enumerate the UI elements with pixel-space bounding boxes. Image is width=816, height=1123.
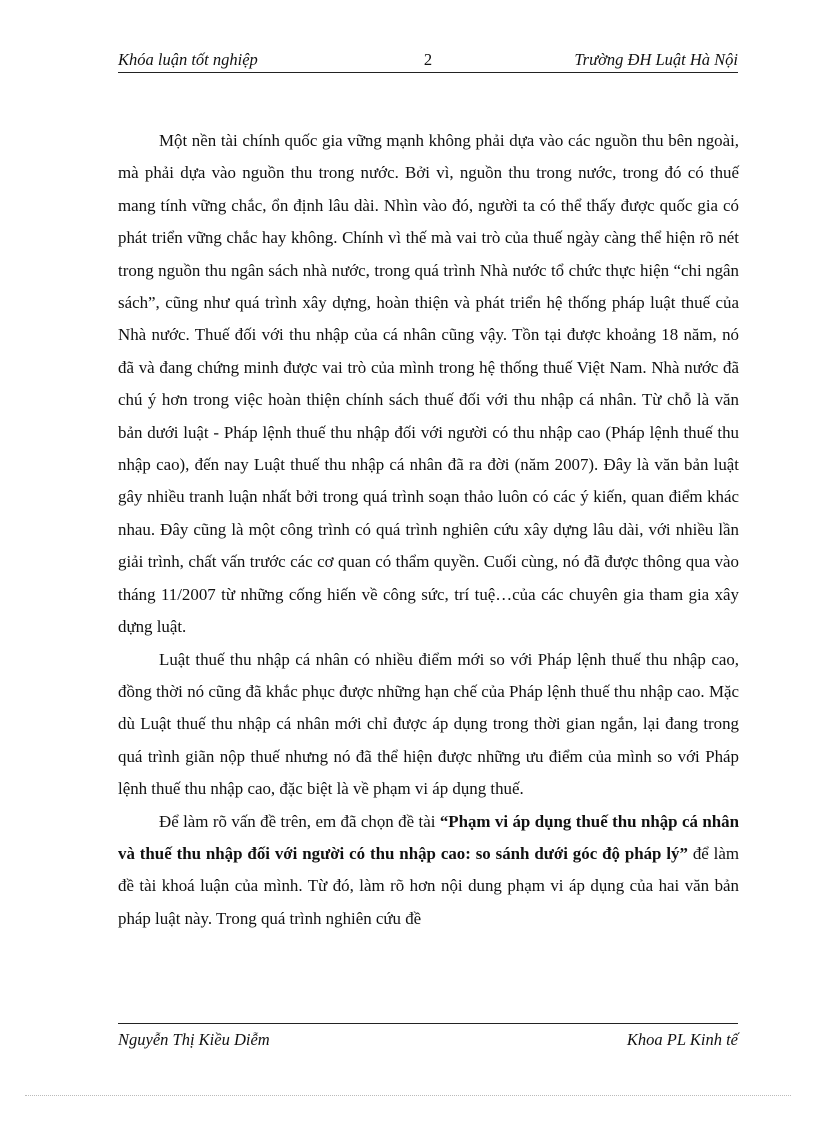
header-document-type: Khóa luận tốt nghiệp — [118, 50, 258, 69]
header-institution: Trường ĐH Luật Hà Nội — [574, 50, 738, 69]
page-footer — [118, 1023, 738, 1052]
page-number: 2 — [423, 50, 433, 69]
paragraph-1: Một nền tài chính quốc gia vững mạnh không phải dựa vào các nguồn thu bên ngoài, mà phải dựa vào nguồn thu trong nước. Bởi vì, nguồn thu trong nước, trong đó có thuế mang tính vững chắc, ổn định lâu dài. Nhìn vào đó, người ta có thể thấy được quốc gia có phát triển vững chắc hay không. Chính vì thế mà vai trò của thuế ngày càng thể hiện rõ nét trong nguồn thu ngân sách nhà nước, trong quá trình Nhà nước tổ chức thực hiện “chi ngân sách”, cũng như quá trình xây dựng, hoàn thiện và phát triển hệ thống pháp luật thuế của Nhà nước. Thuế đối với thu nhập của cá nhân cũng vậy. Tồn tại được khoảng 18 năm, nó đã và đang chứng minh được vai trò của mình trong hệ thống thuế Việt Nam. Nhà nước đã chú ý hơn trong việc hoàn thiện chính sách thuế đối với thu nhập cá nhân. Từ chỗ là văn bản dưới luật - Pháp lệnh thuế thu nhập đối với người có thu nhập cao (Pháp lệnh thuế thu nhập cao), đến nay Luật thuế thu nhập cá nhân đã ra đời (năm 2007). Đây là văn bản luật gây nhiều tranh luận nhất bởi trong quá trình soạn thảo luôn có các ý kiến, quan điểm khác nhau. Đây cũng là một công trình có quá trình nghiên cứu xây dựng lâu dài, với nhiều lần giải trình, chất vấn trước các cơ quan có thẩm quyền. Cuối cùng, nó đã được thông qua vào tháng 11/2007 từ những cống hiến về công sức, trí tuệ…của các chuyên gia tham gia xây dựng luật. — [118, 131, 739, 637]
paragraph-3 — [118, 806, 739, 936]
page-header — [118, 48, 738, 73]
footer-author: Nguyễn Thị Kiều Diễm — [118, 1030, 270, 1049]
thesis-title: “Phạm vi áp dụng thuế thu nhập cá nhân và thuế thu nhập đối với người có thu nhập cao: so sánh dưới góc độ pháp lý” — [118, 811, 739, 863]
paragraph-3-end: để làm đề tài khoá luận của mình. Từ đó, làm rõ hơn nội dung phạm vi áp dụng của hai văn bản pháp luật này. Trong quá trình nghiên cứu đề — [118, 843, 739, 928]
page-edge-divider — [25, 1095, 791, 1096]
footer-faculty: Khoa PL Kinh tế — [626, 1030, 738, 1049]
page-body — [118, 125, 739, 935]
paragraph-2: Luật thuế thu nhập cá nhân có nhiều điểm mới so với Pháp lệnh thuế thu nhập cao, đồng thời nó cũng đã khắc phục được những hạn chế của Pháp lệnh thuế thu nhập cao. Mặc dù Luật thuế thu nhập cá nhân mới chỉ được áp dụng trong thời gian ngắn, lại đang trong quá trình giãn nộp thuế nhưng nó đã thể hiện được những ưu điểm của mình so với Pháp lệnh thuế thu nhập cao, đặc biệt là về phạm vi áp dụng thuế. — [118, 649, 739, 799]
paragraph-3-start: Để làm rõ vấn đề trên, em đã chọn đề tài — [159, 811, 440, 831]
